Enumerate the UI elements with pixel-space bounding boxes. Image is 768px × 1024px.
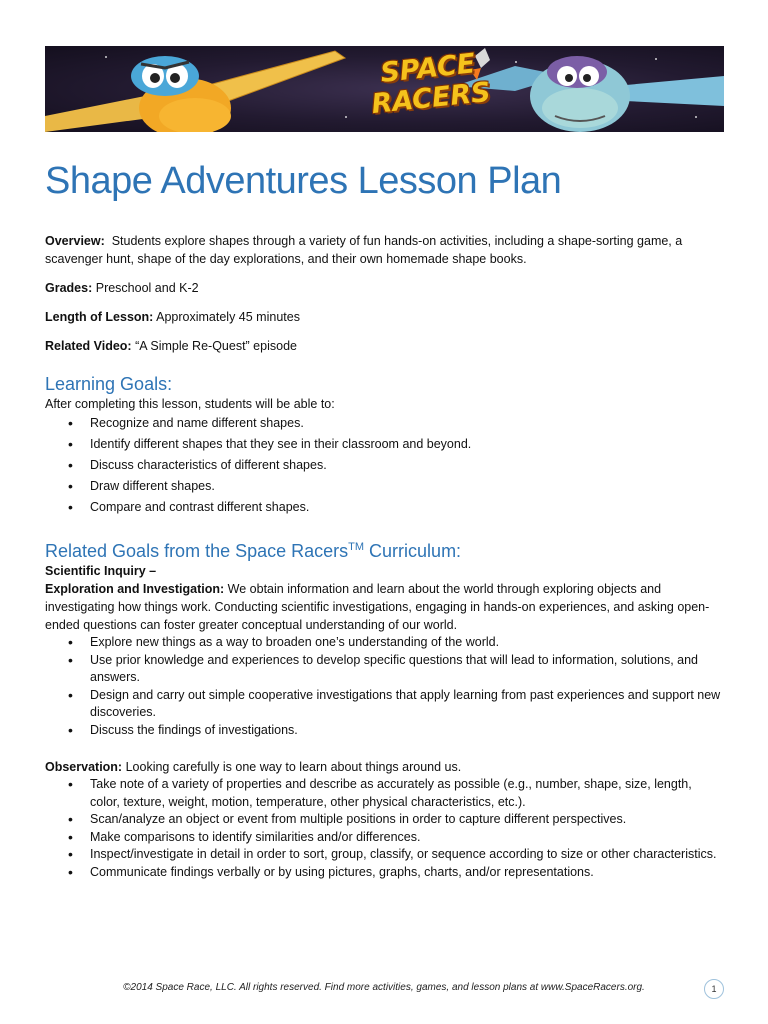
video-paragraph: [45, 337, 725, 355]
exploration-label: Exploration and Investigation:: [45, 582, 225, 596]
overview-text: Students explore shapes through a variety of fun hands-on activities, including a shape-sorting game, a scavenger hunt, shape of the day explorations, and their own homemade shape books.: [45, 234, 683, 266]
footer-copyright: ©2014 Space Race, LLC. All rights reserved. Find more activities, games, and lesson plans at www.SpaceRacers.org.: [123, 982, 645, 993]
list-item: • Take note of a variety of properties and describe as accurately as possible (e.g., number, shape, size, length, color, texture, weight, motion, temperature, other physical characteristics, etc.).: [90, 776, 725, 811]
overview-paragraph: [45, 232, 725, 268]
overview-label: Overview:: [45, 234, 105, 248]
learning-goals-heading: Learning Goals:: [45, 374, 173, 394]
grades-text: Preschool and K-2: [95, 281, 199, 295]
list-item: • Discuss the findings of investigations.: [90, 722, 725, 740]
observation-paragraph: [45, 758, 725, 776]
page-number: 1: [704, 979, 724, 999]
list-item: • Identify different shapes that they see in their classroom and beyond.: [90, 434, 725, 455]
grades-label: Grades:: [45, 281, 93, 295]
logo-line-2: RACERS: [370, 76, 492, 121]
list-item: • Compare and contrast different shapes.: [90, 497, 725, 518]
related-goals-heading-text: Related Goals from the Space Racers: [45, 541, 349, 561]
space-racers-logo: [362, 47, 499, 130]
trademark-mark: TM: [348, 541, 365, 553]
related-goals-heading: [45, 536, 725, 562]
video-text: “A Simple Re-Quest” episode: [135, 339, 297, 353]
page-title: Shape Adventures Lesson Plan: [45, 160, 562, 202]
learning-goals-intro: After completing this lesson, students will be able to:: [45, 397, 335, 411]
learning-goals-list: [45, 413, 725, 518]
observation-label: Observation:: [45, 760, 123, 774]
list-item: • Discuss characteristics of different shapes.: [90, 455, 725, 476]
lesson-content: [45, 232, 725, 881]
scientific-inquiry-subheading: Scientific Inquiry –: [45, 564, 157, 578]
logo-line-1: SPACE: [378, 48, 477, 89]
header-banner: [45, 46, 724, 132]
observation-list: [45, 776, 725, 881]
video-label: Related Video:: [45, 339, 132, 353]
length-label: Length of Lesson:: [45, 310, 154, 324]
list-item: • Make comparisons to identify similarities and/or differences.: [90, 829, 725, 847]
list-item: • Scan/analyze an object or event from multiple positions in order to capture different perspectives.: [90, 811, 725, 829]
exploration-text: We obtain information and learn about the world through exploring objects and investigating how things work. Conducting scientific investigations, engaging in hands-on experiences, and asking open-ended questions can foster greater conceptual understanding of our world.: [45, 582, 710, 632]
list-item: • Use prior knowledge and experiences to develop specific questions that will lead to information, solutions, and answers.: [90, 652, 725, 687]
list-item: • Explore new things as a way to broaden one’s understanding of the world.: [90, 634, 725, 652]
list-item: • Design and carry out simple cooperative investigations that apply learning from past experiences and support new discoveries.: [90, 687, 725, 722]
exploration-paragraph: [45, 580, 725, 634]
list-item: • Draw different shapes.: [90, 476, 725, 497]
list-item: • Communicate findings verbally or by using pictures, graphs, charts, and/or representations.: [90, 864, 725, 882]
length-text: Approximately 45 minutes: [156, 310, 300, 324]
length-paragraph: [45, 308, 725, 326]
related-goals-heading-suffix: Curriculum:: [364, 541, 462, 561]
list-item: • Inspect/investigate in detail in order to sort, group, classify, or sequence according to size or other characteristics.: [90, 846, 725, 864]
observation-text: Looking carefully is one way to learn about things around us.: [125, 760, 462, 774]
list-item: • Recognize and name different shapes.: [90, 413, 725, 434]
exploration-list: [45, 634, 725, 739]
grades-paragraph: [45, 279, 725, 297]
